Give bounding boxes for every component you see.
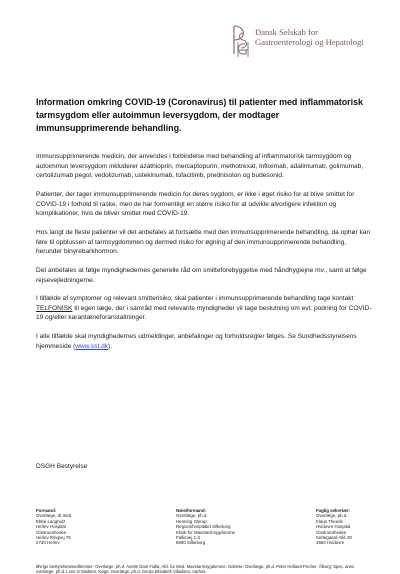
paragraph-authorities-part-1: I alle tilfælde skal myndighedernes udmeldinger, anbefalinger og forholdsregler følges. Se Sundhedsstyrelsens hjemmeside ( xyxy=(36,333,357,350)
column-line: Klinik for Mavetarmsygdomme xyxy=(176,529,236,535)
column-line: Hvidovre Hospital xyxy=(316,524,351,530)
paragraph-authorities-part-2: ). xyxy=(108,342,113,350)
column-line: Regionshospitalet Silkeborg xyxy=(176,524,231,530)
paragraph-symptoms xyxy=(36,294,372,323)
paragraph-symptoms-part-1: I tilfælde af symptomer og relevant smitterisiko, skal patienter i immunsupprimerende behandling tage kontakt xyxy=(36,295,354,303)
secretary-column xyxy=(316,508,352,546)
column-line: Herlev Hospital xyxy=(36,524,66,530)
sst-link[interactable]: www.sst.dk xyxy=(75,342,109,350)
paragraph-risk: Patienter, der tager immunsupprimerende medicin for deres sygdom, er ikke i øget risiko for at blive smittet for COVID-19 i forhold til raske, men de har formentligt en større risiko for at udvikle alvorligere infektion og komplikationer, hvis de bliver smittet med COVID-19. xyxy=(36,190,355,218)
document-body xyxy=(36,152,372,361)
dsgh-logo xyxy=(230,24,380,64)
chairman-column xyxy=(36,508,72,546)
paragraph-authorities xyxy=(36,332,372,351)
column-heading: Næstformand: xyxy=(176,508,207,513)
column-line: Henning Glerup xyxy=(176,518,207,524)
column-line: Overlæge, dr.med. xyxy=(36,513,73,519)
signature: DSGH Bestyrelse xyxy=(36,463,88,470)
board-columns xyxy=(36,508,372,562)
board-footer xyxy=(36,508,372,574)
logo-line-1: Dansk Selskab for xyxy=(255,27,319,37)
logo-wordmark xyxy=(255,27,364,47)
column-line: 2650 Hvidovre xyxy=(316,540,345,546)
logo-line-2: Gastroenterologi og Hepatologi xyxy=(255,37,364,47)
paragraph-hygiene-advice: Det anbefales at følge myndighedernes generelle råd om smitteforebyggelse med håndhygiejne mv., samt at følge rejsevejledningerne. xyxy=(36,266,367,284)
column-line: Overlæge, ph.d. xyxy=(316,513,348,519)
paragraph-symptoms-part-2: til egen læge, der i samråd med relevante myndigheder vil tage beslutning om evt. podning for COVID-19 og/eller karantæneforanstaltninger. xyxy=(36,304,372,322)
column-line: Herlev Ringvej 75 xyxy=(36,535,71,541)
column-line: Gastroenheden xyxy=(36,529,67,535)
column-line: Overlæge, ph.d. xyxy=(176,513,208,519)
document-title: Information omkring COVID-19 (Coronavirus) til patienter med inflammatorisk tarmsygdom eller autoimmun leversygdom, der modtager immunsupprimerende behandling. xyxy=(36,97,363,134)
paragraph-medication: Immunsupprimerende medicin, der anvendes i forbindelse med behandling af inflammatorisk tarmsygdom og autoimmun leversygdom inkluderer azathioprin, mercaptopurin, methotrexat, infliximab, adalimumab, golimumab, certolizumab pegol, vedolizumab, ustekinumab, tofacitinib, prednisolon og budesonid. xyxy=(36,153,364,180)
other-board-members: Øvrige bestyrelsesmedlemmer: Overlæge, ph.d. Anette Dam Fialla, Afd. for Med. Mavetarmsygdomme, Odense; Overlæge, ph.d. Peter Holland-Fischer, Ålborg; Spec. ansv. overlæge, ph.d. Lone G Madsen, Køge; Overlæge, ph.d. Gerda Elisabeth Villadsen, Aarhus. xyxy=(36,564,355,574)
paragraph-continue-treatment: Hos langt de fleste patienter vil det anbefales at fortsætte med den immunsupprimerende behandling, da ophør kan føre til opblussen af tarmsygdommen og dermed risiko for øgning af den immunsupprimerende behandling, herunder binyrebarkhormon. xyxy=(36,228,371,256)
column-line: 8600 Silkeborg xyxy=(176,540,206,546)
column-line: Kettegaard Allé 30 xyxy=(316,535,352,541)
dsgh-monogram-icon xyxy=(230,24,250,58)
telefonisk-emphasis: TELFONISK xyxy=(36,304,73,312)
column-line: Ebbe Langholz xyxy=(36,518,66,524)
column-line: 2730 Herlev xyxy=(36,540,60,546)
column-heading: Formand: xyxy=(36,508,57,513)
column-line: Klaus Theede xyxy=(316,518,344,524)
column-line: Gastroenheden xyxy=(316,529,347,535)
vice-chairman-column xyxy=(176,508,235,546)
column-line: Falkevej 1-3 xyxy=(176,535,200,541)
column-heading: Faglig sekretær: xyxy=(316,508,351,513)
